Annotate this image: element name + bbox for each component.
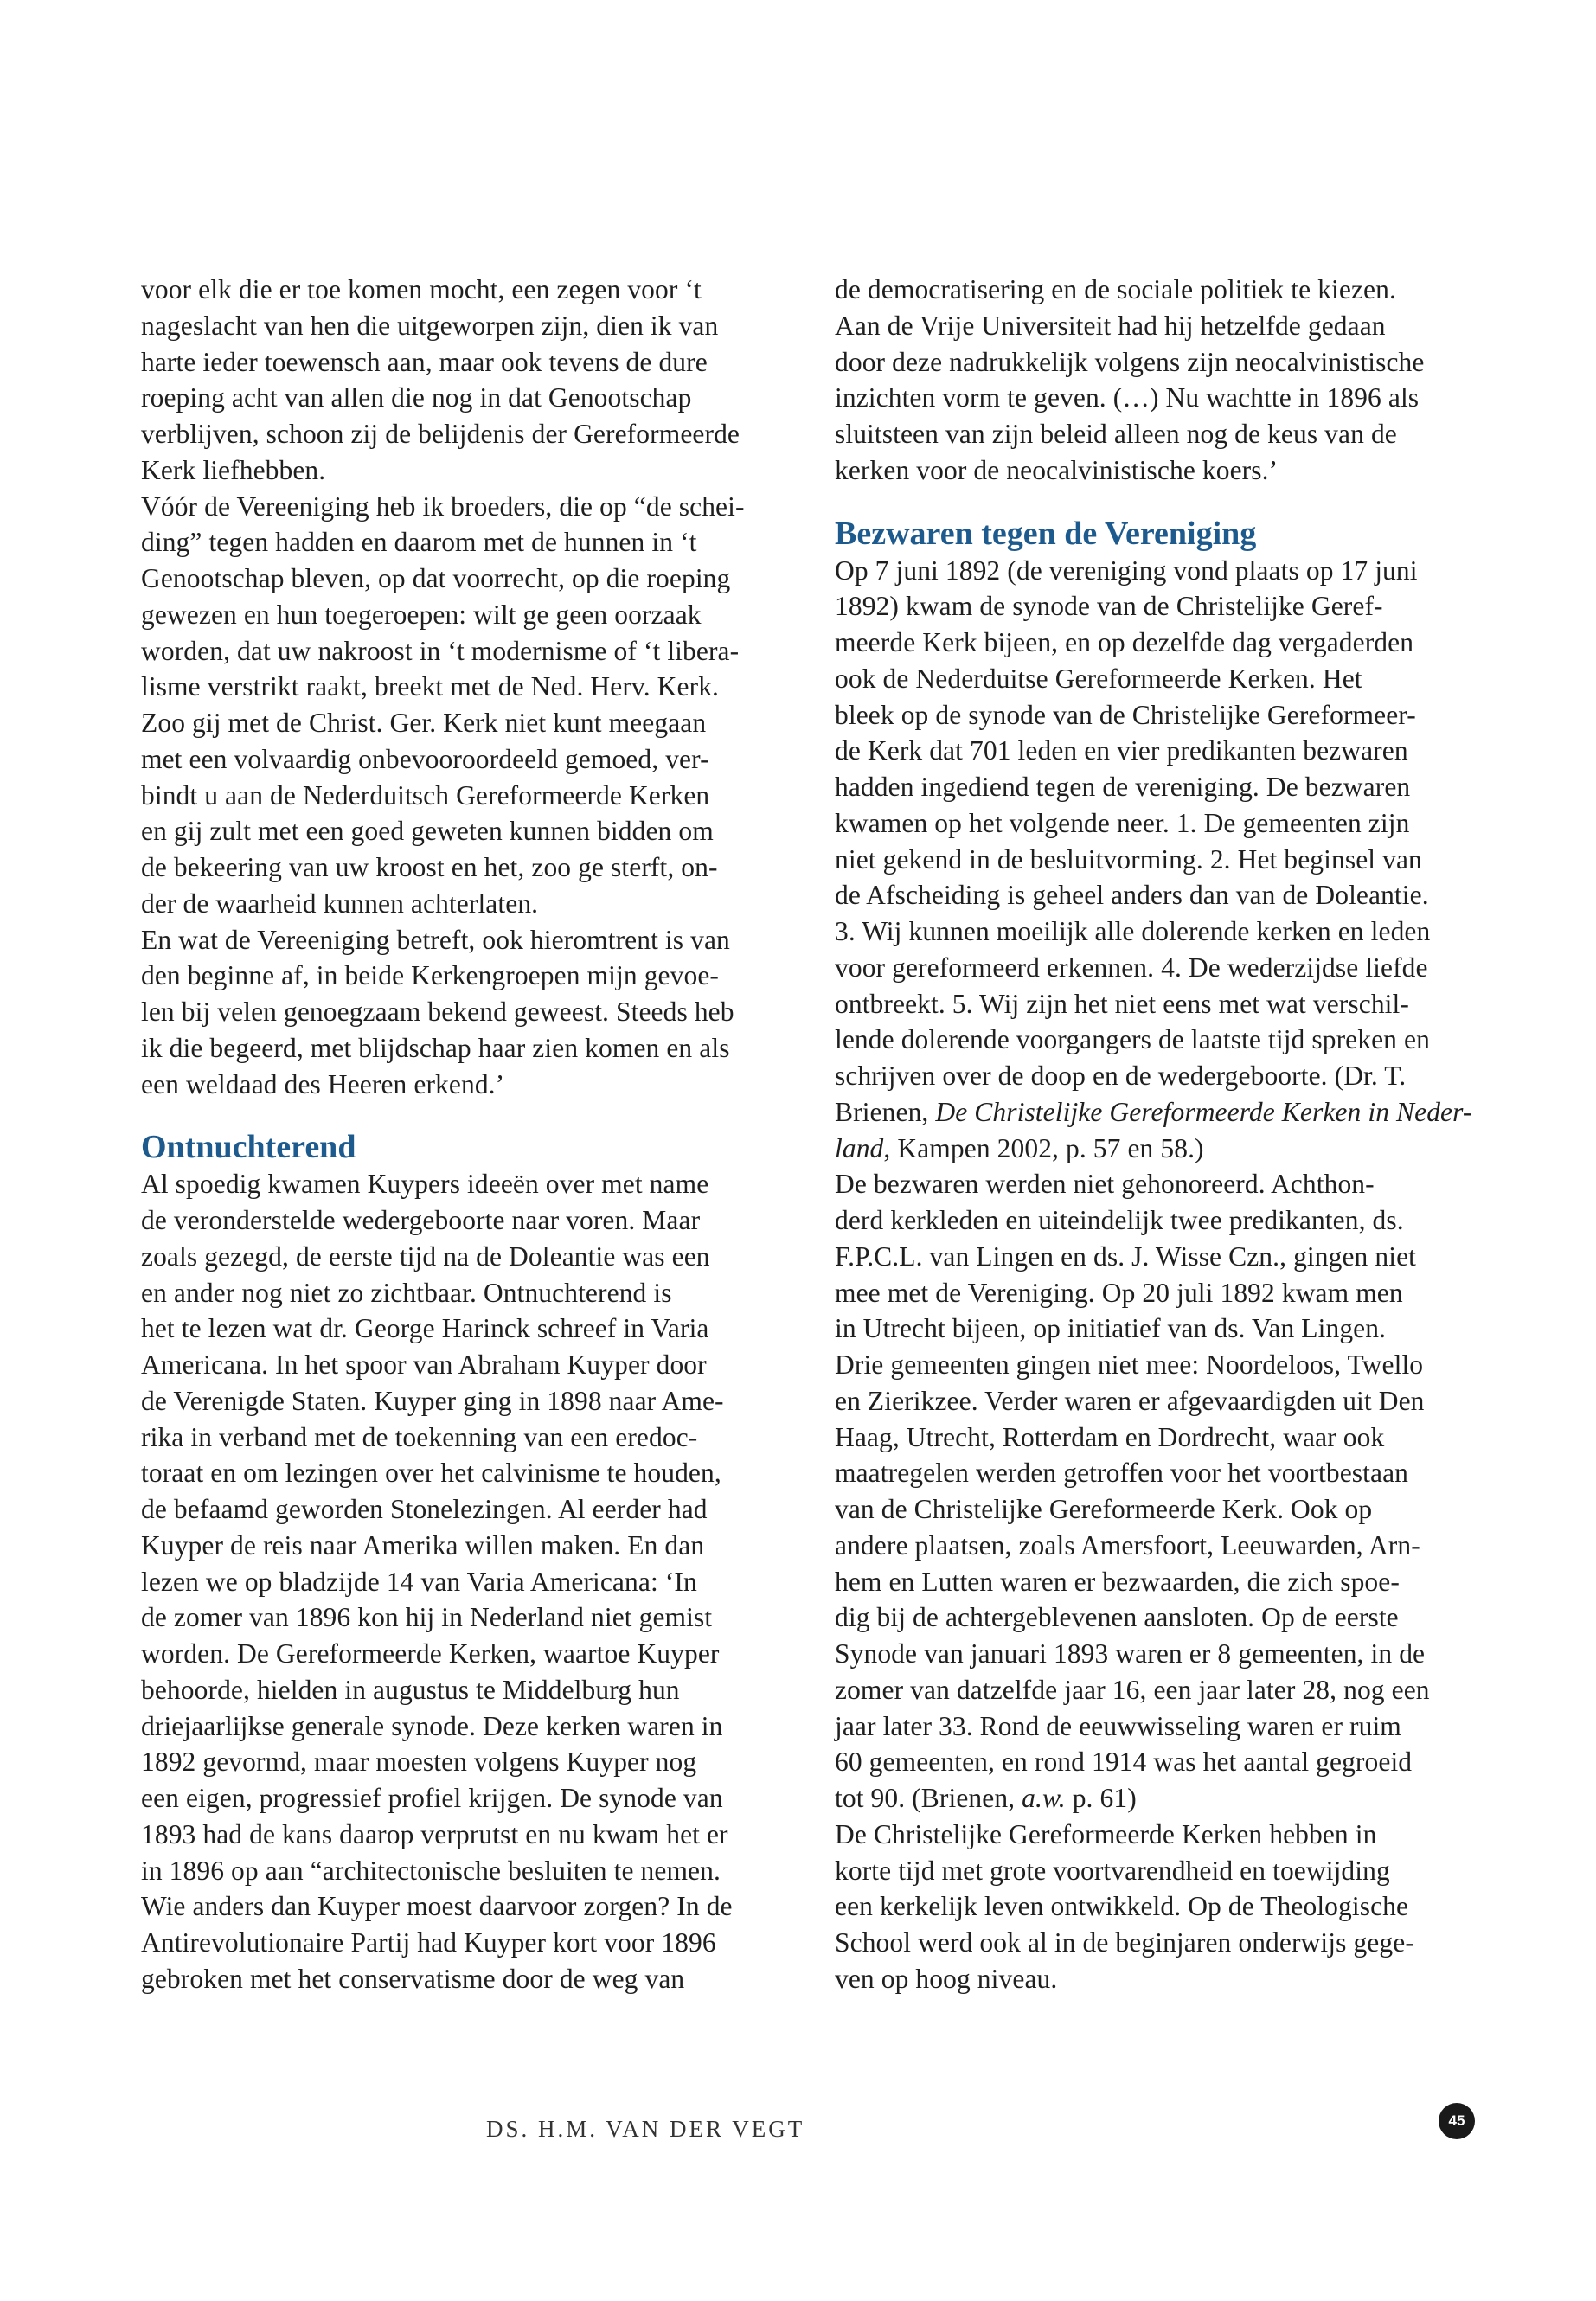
text-line: verblijven, schoon zij de belijdenis der Gereformeerde [141, 419, 740, 449]
text-line: 1892 gevormd, maar moesten volgens Kuyper nog [141, 1747, 697, 1778]
text-line: de Afscheiding is geheel anders dan van de Doleantie. [835, 880, 1429, 911]
text-line: gebroken met het conservatisme door de weg van [141, 1963, 685, 1994]
text-line: 1893 had de kans daarop verprutst en nu kwam het er [141, 1818, 728, 1849]
text-line: 60 gemeenten, en rond 1914 was het aantal gegroeid [835, 1747, 1413, 1778]
text-line: 1892) kwam de synode van de Christelijke Geref- [835, 591, 1383, 622]
text-line: meerde Kerk bijeen, en op dezelfde dag vergaderden [835, 627, 1414, 657]
text-line: met een volvaardig onbevooroordeeld gemoed, ver- [141, 743, 709, 774]
text-line: in 1896 op aan “architectonische besluiten te nemen. [141, 1855, 721, 1886]
right-para-4 [835, 1817, 1492, 1997]
text-line: Aan de Vrije Universiteit had hij hetzelfde gedaan [835, 310, 1386, 341]
right-para-1 [835, 272, 1492, 489]
text-line: de bekeering van uw kroost en het, zoo ge sterft, on- [141, 852, 718, 882]
left-para-3 [141, 922, 798, 1103]
text-line: Op 7 juni 1892 (de vereniging vond plaats op 17 juni [835, 554, 1418, 586]
text-line: En wat de Vereeniging betreft, ook hieromtrent is van [141, 924, 730, 955]
text-line: zomer van datzelfde jaar 16, een jaar later 28, nog een [835, 1674, 1430, 1705]
text-line: behoorde, hielden in augustus te Middelburg hun [141, 1674, 680, 1705]
text-line: kwamen op het volgende neer. 1. De gemeenten zijn [835, 807, 1410, 838]
text-line: kerken voor de neocalvinistische koers.’ [835, 454, 1279, 485]
text-line: de democratisering en de sociale politiek te kiezen. [835, 274, 1396, 304]
text-line: ven op hoog niveau. [835, 1963, 1058, 1994]
right-column [835, 272, 1492, 1997]
text-line: len bij velen genoegzaam bekend geweest. Steeds heb [141, 997, 734, 1027]
text-line: Antirevolutionaire Partij had Kuyper kort voor 1896 [141, 1927, 716, 1958]
text-line: gewezen en hun toegeroepen: wilt ge geen oorzaak [141, 599, 702, 630]
text-line: lezen we op bladzijde 14 van Varia Americana: ‘In [141, 1566, 697, 1597]
text-line: roeping acht van allen die nog in dat Genootschap [141, 382, 692, 413]
text-line: driejaarlijkse generale synode. Deze kerken waren in [141, 1710, 723, 1741]
text-line: voor elk die er toe komen mocht, een zegen voor ‘t [141, 274, 702, 304]
text-line: ding” tegen hadden en daarom met de hunnen in ‘t [141, 527, 697, 558]
citation-line-2 [835, 1131, 1492, 1167]
text-line: ontbreekt. 5. Wij zijn het niet eens met wat verschil- [835, 988, 1409, 1019]
page-number-badge: 45 [1439, 2103, 1475, 2139]
citation-title-part-2: land [835, 1132, 884, 1163]
text-line: het te lezen wat dr. George Harinck schreef in Varia [141, 1313, 709, 1344]
text-line: een weldaad des Heeren erkend.’ [141, 1068, 505, 1099]
text-line: den beginne af, in beide Kerkengroepen mijn gevoe- [141, 960, 719, 991]
citation-author: Brienen, [835, 1096, 936, 1127]
text-line: door deze nadrukkelijk volgens zijn neocalvinistische [835, 346, 1425, 377]
citation-details: , Kampen 2002, p. 57 en 58.) [883, 1132, 1204, 1163]
text-line: F.P.C.L. van Lingen en ds. J. Wisse Czn., gingen niet [835, 1240, 1417, 1272]
text-line: de befaamd geworden Stonelezingen. Al eerder had [141, 1494, 708, 1524]
right-para-2 [835, 553, 1492, 1094]
citation-3-end: p. 61) [1065, 1783, 1137, 1813]
left-para-1 [141, 272, 798, 489]
section-heading-bezwaren: Bezwaren tegen de Vereniging [835, 515, 1257, 552]
text-line: andere plaatsen, zoals Amersfoort, Leeuwarden, Arn- [835, 1529, 1420, 1561]
citation-line-3 [835, 1780, 1492, 1817]
left-para-2 [141, 489, 798, 922]
text-line: worden, dat uw nakroost in ‘t modernisme of ‘t libera- [141, 635, 740, 666]
text-line: hadden ingediend tegen de vereniging. De bezwaren [835, 772, 1411, 802]
text-line: derd kerkleden en uiteindelijk twee predikanten, ds. [835, 1205, 1404, 1235]
text-line: worden. De Gereformeerde Kerken, waartoe Kuyper [141, 1638, 720, 1669]
text-line: Haag, Utrecht, Rotterdam en Dordrecht, waar ook [835, 1421, 1385, 1452]
text-line: voor gereformeerd erkennen. 4. De wederzijdse liefde [835, 952, 1428, 983]
text-line: nageslacht van hen die uitgeworpen zijn, dien ik van [141, 310, 719, 341]
text-line: mee met de Vereniging. Op 20 juli 1892 kwam men [835, 1277, 1403, 1308]
text-line: de Verenigde Staten. Kuyper ging in 1898 naar Ame- [141, 1385, 724, 1416]
text-line: der de waarheid kunnen achterlaten. [141, 888, 539, 919]
left-para-4 [141, 1166, 798, 1997]
text-line: toraat en om lezingen over het calvinisme te houden, [141, 1458, 721, 1489]
citation-3-aw: a.w. [1022, 1783, 1066, 1813]
text-line: maatregelen werden getroffen voor het voortbestaan [835, 1458, 1409, 1489]
text-line: de zomer van 1896 kon hij in Nederland niet gemist [141, 1602, 713, 1633]
text-line: jaar later 33. Rond de eeuwwisseling waren er ruim [835, 1710, 1401, 1741]
text-line: ik die begeerd, met blijdschap haar zien komen en als [141, 1032, 730, 1063]
text-line: een kerkelijk leven ontwikkeld. Op de Theologische [835, 1891, 1409, 1922]
text-line: 3. Wij kunnen moeilijk alle dolerende kerken en leden [835, 916, 1431, 946]
text-line: Americana. In het spoor van Abraham Kuyper door [141, 1349, 707, 1380]
text-line: ook de Nederduitse Gereformeerde Kerken. Het [835, 663, 1362, 694]
text-line: rika in verband met de toekenning van een eredoc- [141, 1421, 698, 1452]
text-line: en gij zult met een goed geweten kunnen bidden om [141, 816, 714, 847]
text-line: Wie anders dan Kuyper moest daarvoor zorgen? In de [141, 1891, 733, 1922]
right-para-3 [835, 1166, 1492, 1780]
text-line: Synode van januari 1893 waren er 8 gemeenten, in de [835, 1638, 1426, 1669]
text-line: dig bij de achtergeblevenen aansloten. Op de eerste [835, 1602, 1399, 1633]
text-line: Vóór de Vereeniging heb ik broeders, die op “de schei- [141, 490, 745, 522]
citation-line-1 [835, 1094, 1492, 1131]
text-line: niet gekend in de besluitvorming. 2. Het beginsel van [835, 843, 1422, 875]
text-line: Kuyper de reis naar Amerika willen maken. En dan [141, 1529, 705, 1561]
text-line: Kerk liefhebben. [141, 454, 326, 485]
text-line: Al spoedig kwamen Kuypers ideeën over met name [141, 1169, 709, 1200]
text-line: harte ieder toewensch aan, maar ook tevens de dure [141, 346, 708, 377]
text-line: De bezwaren werden niet gehonoreerd. Achthon- [835, 1169, 1375, 1200]
text-line: Zoo gij met de Christ. Ger. Kerk niet kunt meegaan [141, 708, 707, 738]
text-line: de veronderstelde wedergeboorte naar voren. Maar [141, 1205, 701, 1235]
footer-author: DS. H.M. VAN DER VEGT [486, 2116, 805, 2142]
text-line: bleek op de synode van de Christelijke Gereformeer- [835, 699, 1416, 730]
text-line: Drie gemeenten gingen niet mee: Noordeloos, Twello [835, 1349, 1424, 1380]
text-line: en Zierikzee. Verder waren er afgevaardigden uit Den [835, 1385, 1425, 1416]
text-line: De Christelijke Gereformeerde Kerken hebben in [835, 1818, 1377, 1849]
citation-3-start: tot 90. (Brienen, [835, 1783, 1022, 1813]
citation-title-part-1: De Christelijke Gereformeerde Kerken in Neder- [935, 1096, 1472, 1127]
text-line: schrijven over de doop en de wedergeboorte. (Dr. T. [835, 1061, 1407, 1091]
text-line: in Utrecht bijeen, op initiatief van ds. Van Lingen. [835, 1313, 1387, 1344]
text-line: lisme verstrikt raakt, breekt met de Ned. Herv. Kerk. [141, 671, 720, 702]
text-line: een eigen, progressief profiel krijgen. De synode van [141, 1783, 723, 1813]
text-line: bindt u aan de Nederduitsch Gereformeerde Kerken [141, 779, 710, 811]
text-line: lende dolerende voorgangers de laatste tijd spreken en [835, 1024, 1430, 1055]
text-line: School werd ook al in de beginjaren onderwijs gege- [835, 1927, 1414, 1958]
text-line: Genootschap bleven, op dat voorrecht, op die roeping [141, 563, 731, 593]
text-line: hem en Lutten waren er bezwaarden, die zich spoe- [835, 1566, 1400, 1597]
left-column [141, 272, 798, 1997]
text-line: sluitsteen van zijn beleid alleen nog de keus van de [835, 419, 1397, 449]
text-line: van de Christelijke Gereformeerde Kerk. Ook op [835, 1494, 1373, 1524]
section-heading-ontnuchterend: Ontnuchterend [141, 1129, 356, 1166]
text-line: en ander nog niet zo zichtbaar. Ontnuchterend is [141, 1277, 672, 1308]
text-line: de Kerk dat 701 leden en vier predikanten bezwaren [835, 735, 1408, 766]
text-line: inzichten vorm te geven. (…) Nu wachtte in 1896 als [835, 382, 1420, 413]
text-line: korte tijd met grote voortvarendheid en toewijding [835, 1855, 1390, 1886]
text-line: zoals gezegd, de eerste tijd na de Doleantie was een [141, 1240, 710, 1272]
